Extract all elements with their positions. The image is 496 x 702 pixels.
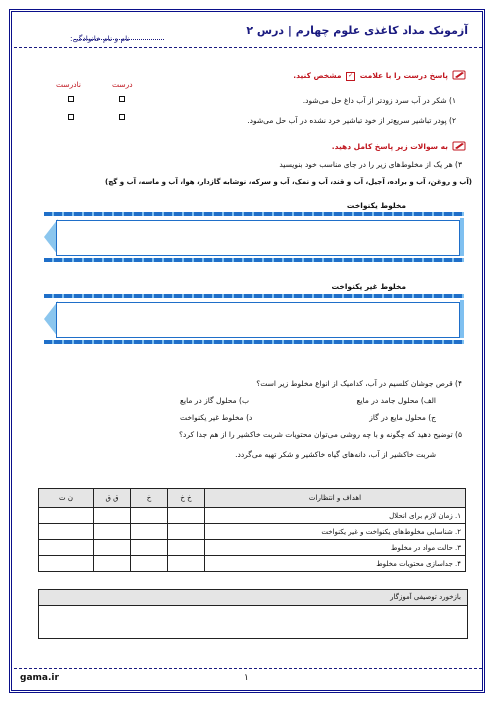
objective-text: ۲. شناسایی مخلوط‌های یکنواخت و غیر یکنواخت (205, 524, 466, 540)
q2-correct-checkbox[interactable] (119, 114, 125, 120)
pencil-icon (452, 141, 466, 151)
grade-cell[interactable] (168, 556, 205, 572)
col-wrong-label: نادرست (56, 80, 81, 89)
grade-cell[interactable] (131, 524, 168, 540)
col-header: خ خ (168, 489, 205, 508)
q4-text: ۴) قرص جوشان کلسیم در آب، کدامیک از انواع مخلوط زیر است؟ (256, 379, 462, 388)
box1-label: مخلوط یکنواخت (346, 201, 406, 210)
q4-option-a[interactable]: الف) محلول جامد در مایع (356, 396, 436, 405)
q2-text: ۲) پودر تباشیر سریع‌تر از خود تباشیر خرد نشده در آب حل می‌شود. (247, 116, 456, 125)
name-line[interactable] (74, 39, 164, 40)
grade-cell[interactable] (131, 508, 168, 524)
section2-instruction: به سوالات زیر پاسخ کامل دهید. (331, 142, 448, 151)
page-number: ۱ (244, 673, 249, 683)
q3-text: ۳) هر یک از مخلوط‌های زیر را در جای مناسب خود بنویسید (279, 160, 462, 169)
grade-cell[interactable] (131, 540, 168, 556)
footer-site[interactable]: gama.ir (20, 673, 59, 683)
table-row (39, 540, 466, 556)
q4-option-c[interactable]: ج) محلول مایع در گاز (369, 413, 436, 422)
page-title: آزمونک مداد کاغذی علوم چهارم | درس ۲ (246, 24, 468, 37)
grade-cell[interactable] (131, 556, 168, 572)
grade-cell[interactable] (94, 556, 131, 572)
footer-divider (14, 668, 482, 669)
q4-option-d[interactable]: د) مخلوط غیر یکنواخت (180, 413, 253, 422)
feedback-label: بازخورد توصیفی آموزگار (39, 590, 467, 606)
col-header: خ (131, 489, 168, 508)
table-row (39, 556, 466, 572)
grade-cell[interactable] (168, 508, 205, 524)
q1-wrong-checkbox[interactable] (68, 96, 74, 102)
col-header: ق ق (94, 489, 131, 508)
page-header (14, 20, 482, 46)
col-correct-label: درست (112, 80, 133, 89)
objective-text: ۳. حالت مواد در مخلوط (205, 540, 466, 556)
q2-wrong-checkbox[interactable] (68, 114, 74, 120)
heterogeneous-answer-box[interactable] (44, 294, 464, 344)
homogeneous-answer-box[interactable] (44, 212, 464, 262)
pencil-icon (452, 70, 466, 80)
teacher-feedback-box[interactable] (38, 589, 468, 639)
header-divider (14, 47, 482, 48)
grade-cell[interactable] (39, 524, 94, 540)
grade-cell[interactable] (39, 540, 94, 556)
grade-cell[interactable] (94, 508, 131, 524)
section1-instruction: پاسخ درست را با علامت ✓ مشخص کنید. (293, 71, 448, 80)
q1-text: ۱) شکر در آب سرد زودتر از آب داغ حل می‌شود. (302, 96, 456, 105)
col-header: ن ت (39, 489, 94, 508)
q5-subtext: شربت خاکشیر از آب، دانه‌های گیاه خاکشیر و شکر تهیه می‌گردد. (235, 450, 436, 459)
objective-text: ۴. جداسازی محتویات مخلوط (205, 556, 466, 572)
checkmark-icon: ✓ (348, 71, 354, 79)
name-label: نام و نام خانوادگی: (70, 34, 130, 43)
grade-cell[interactable] (94, 540, 131, 556)
objective-text: ۱. زمان لازم برای انحلال (205, 508, 466, 524)
q5-text: ۵) توضیح دهید که چگونه و با چه روشی می‌توان محتویات شربت خاکشیر را از هم جدا کرد؟ (179, 430, 462, 439)
objectives-table (38, 488, 466, 572)
grade-cell[interactable] (168, 524, 205, 540)
q3-items: (آب و روغن، آب و براده، آجیل، آب و قند، آب و نمک، آب و سرکه، نوشابه گازدار، هوا، آب و ماسه، آب و گچ) (105, 178, 472, 186)
grade-cell[interactable] (168, 540, 205, 556)
grade-cell[interactable] (94, 524, 131, 540)
q4-option-b[interactable]: ب) محلول گاز در مایع (180, 396, 250, 405)
objectives-header: اهداف و انتظارات (205, 489, 466, 508)
grade-cell[interactable] (39, 508, 94, 524)
box2-label: مخلوط غیر یکنواخت (331, 282, 406, 291)
table-row (39, 508, 466, 524)
grade-cell[interactable] (39, 556, 94, 572)
q1-correct-checkbox[interactable] (119, 96, 125, 102)
table-row (39, 524, 466, 540)
